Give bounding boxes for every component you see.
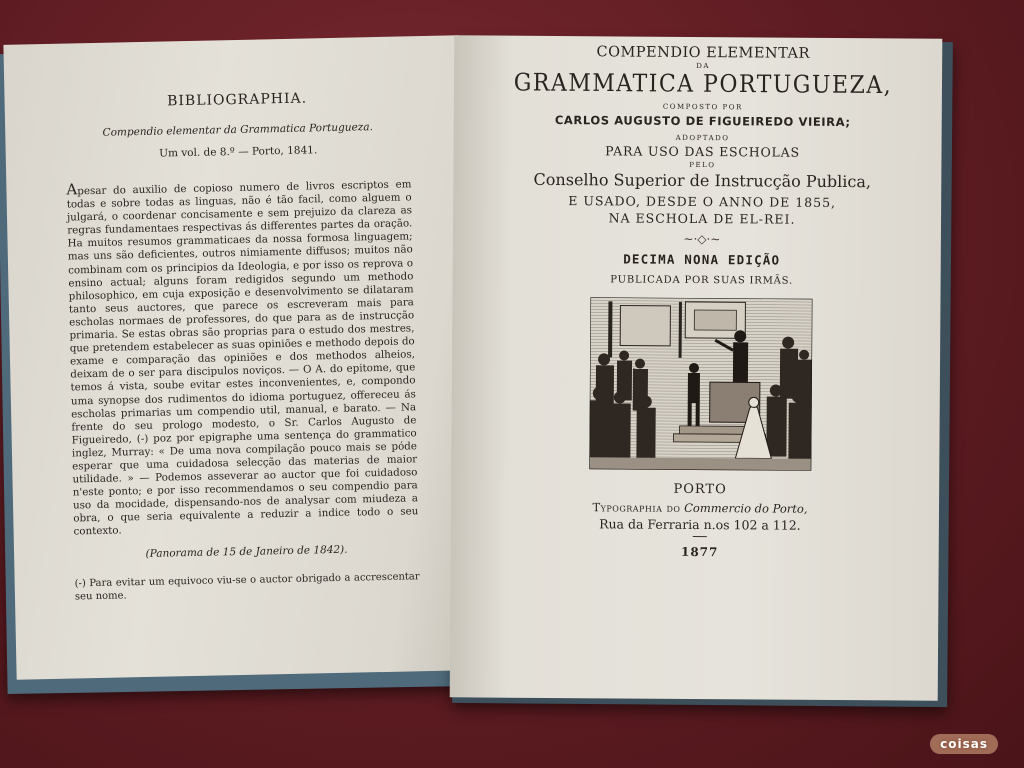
author-name: CARLOS AUGUSTO DE FIGUEIREDO VIEIRA; [554,113,851,130]
title-page [450,35,943,700]
bibliography-footnote: (-) Para evitar um equivoco viu-se o auctor obrigado a accrescentar seu nome. [74,570,420,602]
bibliography-edition: Um vol. de 8.º — Porto, 1841. [159,144,318,160]
printer-prefix: Typographia do [592,500,681,515]
published-by-line: PUBLICADA POR SUAS IRMÃS. [610,274,793,287]
council-line: Conselho Superior de Instrucção Publica, [533,169,872,192]
watermark-logo: coisas [930,734,998,754]
used-since-line: E USADO, DESDE O ANNO DE 1855, [568,193,837,210]
publication-year: 1877 [680,544,719,560]
adopted-label: ADOPTADO [675,133,730,143]
schools-line: PARA USO DAS ESCHOLAS [605,143,800,160]
classroom-engraving [589,297,812,471]
ornament-divider: ~·◇·~ [683,231,721,247]
bibliography-title: BIBLIOGRAPHIA. [166,90,308,110]
printer-name: Commercio do Porto, [684,500,808,516]
title-line-compendio: COMPENDIO ELEMENTAR [596,44,810,62]
edition-line: DECIMA NONA EDIÇÃO [623,251,781,268]
bibliography-subtitle: Compendio elementar da Grammatica Portugueza. [102,121,373,139]
divider-line [693,536,707,537]
book-title: GRAMMATICA PORTUGUEZA, [513,69,893,100]
left-page [3,35,471,679]
address-line: Rua da Ferraria n.os 102 a 112. [599,516,801,533]
printer-line [501,500,899,517]
title-line-da: DA [696,61,710,71]
by-label: PELO [689,160,716,170]
city-porto: PORTO [673,481,727,498]
school-line: NA ESCHOLA DE EL-REI. [608,210,796,227]
bibliography-source: (Panorama de 15 de Janeiro de 1842). [145,543,348,560]
bibliography-body: Apesar do auxilio de copioso numero de livros escriptos em todas e sobre todas as linguas, não é tão facil, como alguem o julgará, o coordenar concisamente e sem prejuizo da clareza as regras fundamentaes respectivas ás differentes partes da oração. Ha muitos resumos grammaticaes da nossa formosa linguagem; mas uns são deficientes, outros nimiamente diffusos; muitos não combinam com os principios da Ideologia, e por isso os reprova o ensino actual; alguns foram redigidos segundo um methodo philosophico, em cuja exposição e desenvolvimento se dilataram tanto seus auctores, que parece os escreveram mais para escholas normaes de professores, do que para as de instrucção primaria. Se estas obras são proprias para o estudo dos mestres, que pretendem estabelecer as suas opiniões e methodo depois do exame e comparação das opiniões e dos methodos alheios, deixam de o ser para discipulos noviços. — O A. do epitome, que temos á vista, soube evitar estes inconvenientes, e, compondo uma synopse dos rudimentos do idioma portuguez, offereceu ás escholas primarias um compendio util, manual, e barato. — Na frente do seu prologo modesto, o Sr. Carlos Augusto de Figueiredo, (-) poz por epigraphe uma sentença do grammatico inglez, Murray: « De uma nova compilação pouco mais se póde esperar que uma cuidadosa selecção das materias de maior utilidade. » — Podemos asseverar ao auctor que foi cuidadoso n'este ponto; e por isso recommendamos o seu compendio para uso da mocidade, dispensando-nos de analysar com miudeza a obra, o que seria equivalente a reduzir a indice todo o seu contexto. [66,178,419,538]
composed-by: COMPOSTO POR [662,102,743,112]
